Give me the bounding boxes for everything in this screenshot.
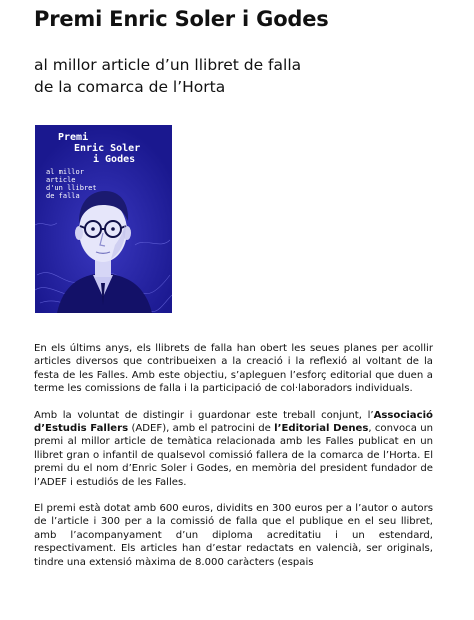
poster-text-premi: Premi — [58, 132, 89, 143]
paragraph-1: En els últims anys, els llibrets de falla han obert les seues planes per acollir articles diversos que contribueixen a la creació i la reflexió al voltant de la festa de les Falles. Amb este objectiu, s’apleguen l’esforç editorial que duen a terme les comissions de falla i la participació de col·laboradors individuals. — [34, 343, 433, 395]
article-body — [34, 342, 433, 582]
poster-text-surname: i Godes — [93, 154, 136, 165]
award-poster-image — [35, 125, 172, 313]
subtitle-line-2: de la comarca de l’Horta — [34, 78, 226, 96]
sponsor-name: l’Editorial Denes — [274, 423, 369, 435]
page-title: Premi Enric Soler i Godes — [34, 7, 329, 31]
subtitle-line-1: al millor article d’un llibret de falla — [34, 56, 302, 74]
paragraph-2 — [34, 409, 433, 489]
poster-text-name: Enric Soler — [74, 143, 141, 154]
page-subtitle — [34, 54, 301, 98]
paragraph-2-text-e: , convoca un premi al millor article de temàtica relacionada amb les Falles publicat en un llibret gran o infantil de qualsevol comissió fallera de la comarca de l’Horta. El premi du el nom d’Enric Soler i Godes, en memòria del president fundador de l’ADEF i estudiós de les Falles. — [34, 423, 433, 488]
paragraph-2-text-a: Amb la voluntat de distingir i guardonar este treball conjunt, l’ — [34, 409, 374, 421]
poster-text-description: al millor article d'un llibret de falla — [46, 168, 97, 200]
association-name: Associació d’Estudis Fallers — [34, 409, 433, 435]
paragraph-3: El premi està dotat amb 600 euros, dividits en 300 euros per a l’autor o autors de l’article i 300 per a la comissió de falla que el publique en el seu llibret, amb l’acompanyament d’un diploma acreditatiu i un estendard, respectivament. Els articles han d’estar redactats en valencià, ser originals, tindre una extensió màxima de 8.000 caràcters (espais — [34, 503, 433, 568]
paragraph-2-text-c: (ADEF), amb el patrocini de — [128, 423, 275, 435]
